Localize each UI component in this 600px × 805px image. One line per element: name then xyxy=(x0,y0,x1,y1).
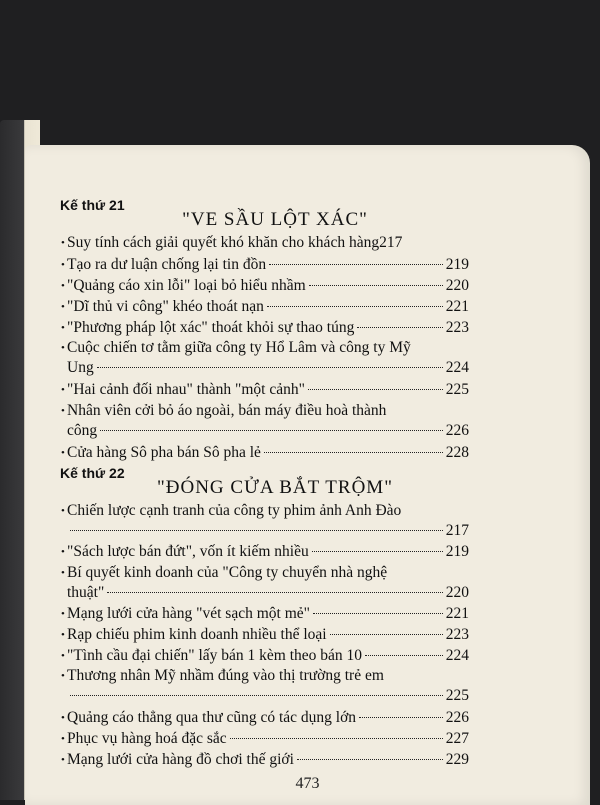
leader-dots xyxy=(230,738,443,739)
toc-entry: • Thương nhân Mỹ nhầm đúng vào thị trường trẻ em 225 xyxy=(61,667,469,704)
toc-entry: • Chiến lược cạnh tranh của công ty phim ảnh Anh Đào 217 xyxy=(61,502,469,539)
toc-entry: • "Phương pháp lột xác" thoát khỏi sự thao túng 223 xyxy=(61,319,469,336)
toc-entry: • "Sách lược bán đứt", vốn ít kiếm nhiều 219 xyxy=(61,543,469,560)
bullet-icon: • xyxy=(61,237,65,249)
bullet-icon: • xyxy=(61,505,65,517)
bullet-icon: • xyxy=(61,670,65,682)
toc-entry: • "Quảng cáo xin lỗi" loại bỏ hiểu nhầm 220 xyxy=(61,277,469,294)
toc-entry: • "Hai cảnh đối nhau" thành "một cảnh" 225 xyxy=(61,381,469,398)
leader-dots xyxy=(269,264,443,265)
toc-entry: • Mạng lưới cửa hàng "vét sạch một mẻ" 221 xyxy=(61,605,469,622)
toc-entry: • Phục vụ hàng hoá đặc sắc 227 xyxy=(61,730,469,747)
leader-dots xyxy=(359,717,443,718)
bullet-icon: • xyxy=(61,712,65,724)
leader-dots xyxy=(308,389,443,390)
bullet-icon: • xyxy=(61,650,65,662)
bullet-icon: • xyxy=(61,342,65,354)
toc-entry: • Cuộc chiến tơ tằm giữa công ty Hổ Lâm và công ty Mỹ Ung 224 xyxy=(61,339,469,376)
leader-dots xyxy=(297,759,443,760)
leader-dots xyxy=(312,551,443,552)
section-label-21: Kế thứ 21 xyxy=(60,197,125,213)
bullet-icon: • xyxy=(61,301,65,313)
bullet-icon: • xyxy=(61,754,65,766)
bullet-icon: • xyxy=(61,259,65,271)
bullet-icon: • xyxy=(61,546,65,558)
toc-entry: • Cửa hàng Sô pha bán Sô pha lẻ 228 xyxy=(61,444,469,461)
section-title-21: "VE SẦU LỘT XÁC" xyxy=(182,209,368,230)
bullet-icon: • xyxy=(61,405,65,417)
bullet-icon: • xyxy=(61,733,65,745)
toc-entry: • Mạng lưới cửa hàng đồ chơi thế giới 229 xyxy=(61,751,469,768)
bullet-icon: • xyxy=(61,608,65,620)
toc-entry: • "Tình cầu đại chiến" lấy bán 1 kèm theo bán 10 224 xyxy=(61,647,469,664)
leader-dots xyxy=(309,285,443,286)
toc-entry: • Suy tính cách giải quyết khó khăn cho khách hàng 217 xyxy=(61,234,403,251)
leader-dots xyxy=(107,592,442,593)
toc-entry: • Nhân viên cởi bỏ áo ngoài, bán máy điều hoà thành công 226 xyxy=(61,402,469,439)
leader-dots xyxy=(100,430,443,431)
toc-entry: • Tạo ra dư luận chống lại tin đồn 219 xyxy=(61,256,469,273)
section-label-22: Kế thứ 22 xyxy=(60,465,125,481)
toc-entry: • "Dĩ thủ vi công" khéo thoát nạn 221 xyxy=(61,298,469,315)
leader-dots xyxy=(330,634,443,635)
bullet-icon: • xyxy=(61,384,65,396)
leader-dots xyxy=(70,530,443,531)
leader-dots xyxy=(267,306,443,307)
toc-entry: • Bí quyết kinh doanh của "Công ty chuyển nhà nghệ thuật" 220 xyxy=(61,564,469,601)
toc-entry: • Rạp chiếu phim kinh doanh nhiều thể loại 223 xyxy=(61,626,469,643)
leader-dots xyxy=(365,655,443,656)
section-title-22: "ĐÓNG CỬA BẮT TRỘM" xyxy=(157,477,393,498)
toc-entry: • Quảng cáo thẳng qua thư cũng có tác dụng lớn 226 xyxy=(61,709,469,726)
leader-dots xyxy=(264,452,443,453)
leader-dots xyxy=(357,327,442,328)
bullet-icon: • xyxy=(61,629,65,641)
bullet-icon: • xyxy=(61,567,65,579)
leader-dots xyxy=(313,613,443,614)
page-number: 473 xyxy=(295,775,320,792)
bullet-icon: • xyxy=(61,280,65,292)
bullet-icon: • xyxy=(61,322,65,334)
leader-dots xyxy=(97,367,443,368)
bullet-icon: • xyxy=(61,447,65,459)
book-page xyxy=(25,145,590,805)
leader-dots xyxy=(70,695,443,696)
